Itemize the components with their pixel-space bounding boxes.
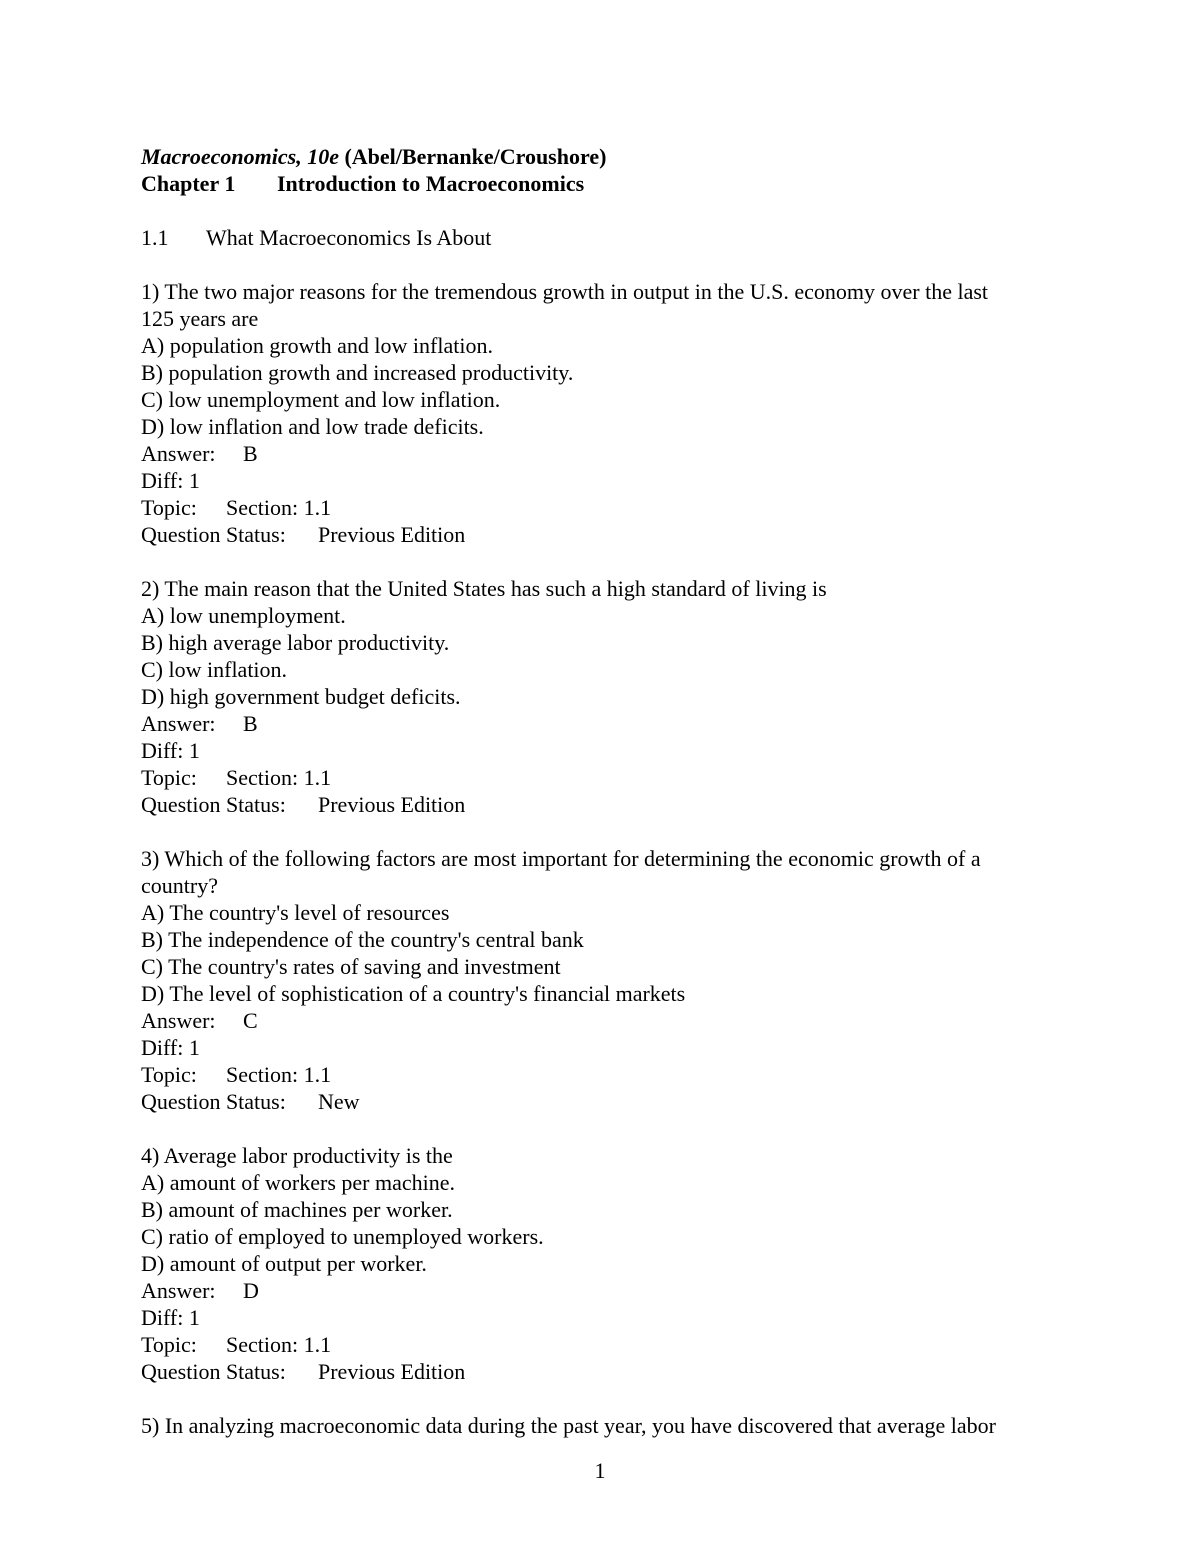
question-stem-line: 125 years are bbox=[141, 306, 259, 331]
question-block bbox=[141, 845, 1071, 1142]
status-line-value: New bbox=[318, 1089, 360, 1114]
diff-line-label: Diff: bbox=[141, 468, 184, 493]
question-stem-line: 5) In analyzing macroeconomic data during the past year, you have discovered that average labor bbox=[141, 1413, 996, 1438]
answer-line bbox=[141, 1007, 1071, 1034]
diff-line bbox=[141, 1034, 1071, 1061]
book-title-line bbox=[141, 143, 1071, 170]
diff-line bbox=[141, 1304, 1071, 1331]
status-line bbox=[141, 521, 1071, 548]
answer-option: A) population growth and low inflation. bbox=[141, 333, 493, 358]
answer-line bbox=[141, 440, 1071, 467]
topic-line bbox=[141, 1331, 1071, 1358]
topic-line-label: Topic: bbox=[141, 495, 197, 520]
answer-option: C) ratio of employed to unemployed workers. bbox=[141, 1224, 544, 1249]
answer-line-value: B bbox=[243, 711, 258, 736]
topic-line-value: Section: 1.1 bbox=[226, 495, 332, 520]
status-line bbox=[141, 791, 1071, 818]
topic-line-value: Section: 1.1 bbox=[226, 1332, 332, 1357]
diff-line-value: 1 bbox=[188, 738, 200, 763]
status-line-label: Question Status: bbox=[141, 1089, 286, 1114]
question-stem-line: 2) The main reason that the United States has such a high standard of living is bbox=[141, 576, 827, 601]
section-title: What Macroeconomics Is About bbox=[206, 225, 492, 250]
answer-line-label: Answer: bbox=[141, 1278, 216, 1303]
page-number: 1 bbox=[594, 1458, 606, 1483]
book-authors: (Abel/Bernanke/Croushore) bbox=[344, 144, 607, 169]
diff-line-label: Diff: bbox=[141, 1305, 184, 1330]
diff-line bbox=[141, 737, 1071, 764]
status-line-label: Question Status: bbox=[141, 792, 286, 817]
status-line-label: Question Status: bbox=[141, 1359, 286, 1384]
answer-line-label: Answer: bbox=[141, 1008, 216, 1033]
chapter-title: Introduction to Macroeconomics bbox=[277, 171, 585, 196]
answer-option: B) amount of machines per worker. bbox=[141, 1197, 453, 1222]
status-line bbox=[141, 1088, 1071, 1115]
diff-line-label: Diff: bbox=[141, 738, 184, 763]
answer-option: D) low inflation and low trade deficits. bbox=[141, 414, 484, 439]
spacer bbox=[141, 1385, 1071, 1412]
section-heading bbox=[141, 224, 1071, 251]
answer-line-value: C bbox=[243, 1008, 258, 1033]
spacer bbox=[141, 818, 1071, 845]
diff-line-value: 1 bbox=[188, 1035, 200, 1060]
question-stem-line: 3) Which of the following factors are most important for determining the economic growth of a bbox=[141, 846, 981, 871]
status-line-value: Previous Edition bbox=[318, 522, 466, 547]
answer-option: B) high average labor productivity. bbox=[141, 630, 450, 655]
status-line-value: Previous Edition bbox=[318, 792, 466, 817]
topic-line-label: Topic: bbox=[141, 765, 197, 790]
question-stem-line: 4) Average labor productivity is the bbox=[141, 1143, 453, 1168]
diff-line-label: Diff: bbox=[141, 1035, 184, 1060]
question-block bbox=[141, 575, 1071, 845]
spacer bbox=[141, 251, 1071, 278]
answer-option: A) amount of workers per machine. bbox=[141, 1170, 456, 1195]
topic-line-value: Section: 1.1 bbox=[226, 1062, 332, 1087]
answer-option: A) The country's level of resources bbox=[141, 900, 450, 925]
status-line bbox=[141, 1358, 1071, 1385]
chapter-heading bbox=[141, 170, 1071, 197]
answer-line bbox=[141, 710, 1071, 737]
answer-option: C) low inflation. bbox=[141, 657, 288, 682]
answer-line-label: Answer: bbox=[141, 711, 216, 736]
answer-option: D) The level of sophistication of a country's financial markets bbox=[141, 981, 686, 1006]
status-line-label: Question Status: bbox=[141, 522, 286, 547]
answer-line bbox=[141, 1277, 1071, 1304]
topic-line bbox=[141, 764, 1071, 791]
answer-option: D) amount of output per worker. bbox=[141, 1251, 427, 1276]
answer-line-label: Answer: bbox=[141, 441, 216, 466]
answer-option: C) low unemployment and low inflation. bbox=[141, 387, 501, 412]
book-title: Macroeconomics, 10e bbox=[141, 144, 339, 169]
answer-option: B) population growth and increased productivity. bbox=[141, 360, 574, 385]
diff-line-value: 1 bbox=[188, 468, 200, 493]
question-stem-line: 1) The two major reasons for the tremendous growth in output in the U.S. economy over the last bbox=[141, 279, 989, 304]
answer-option: C) The country's rates of saving and investment bbox=[141, 954, 561, 979]
diff-line-value: 1 bbox=[188, 1305, 200, 1330]
spacer bbox=[141, 197, 1071, 224]
answer-line-value: D bbox=[243, 1278, 259, 1303]
spacer bbox=[141, 548, 1071, 575]
topic-line-label: Topic: bbox=[141, 1332, 197, 1357]
question-stem-line: country? bbox=[141, 873, 218, 898]
answer-option: A) low unemployment. bbox=[141, 603, 346, 628]
chapter-label: Chapter 1 bbox=[141, 171, 236, 196]
spacer bbox=[141, 1115, 1071, 1142]
topic-line-label: Topic: bbox=[141, 1062, 197, 1087]
question-block bbox=[141, 1142, 1071, 1412]
document-body bbox=[141, 143, 1071, 1439]
answer-option: B) The independence of the country's central bank bbox=[141, 927, 584, 952]
diff-line bbox=[141, 467, 1071, 494]
answer-line-value: B bbox=[243, 441, 258, 466]
topic-line bbox=[141, 1061, 1071, 1088]
topic-line bbox=[141, 494, 1071, 521]
answer-option: D) high government budget deficits. bbox=[141, 684, 461, 709]
topic-line-value: Section: 1.1 bbox=[226, 765, 332, 790]
section-number: 1.1 bbox=[141, 225, 169, 250]
question-list bbox=[141, 278, 1071, 1412]
question-block bbox=[141, 278, 1071, 575]
status-line-value: Previous Edition bbox=[318, 1359, 466, 1384]
